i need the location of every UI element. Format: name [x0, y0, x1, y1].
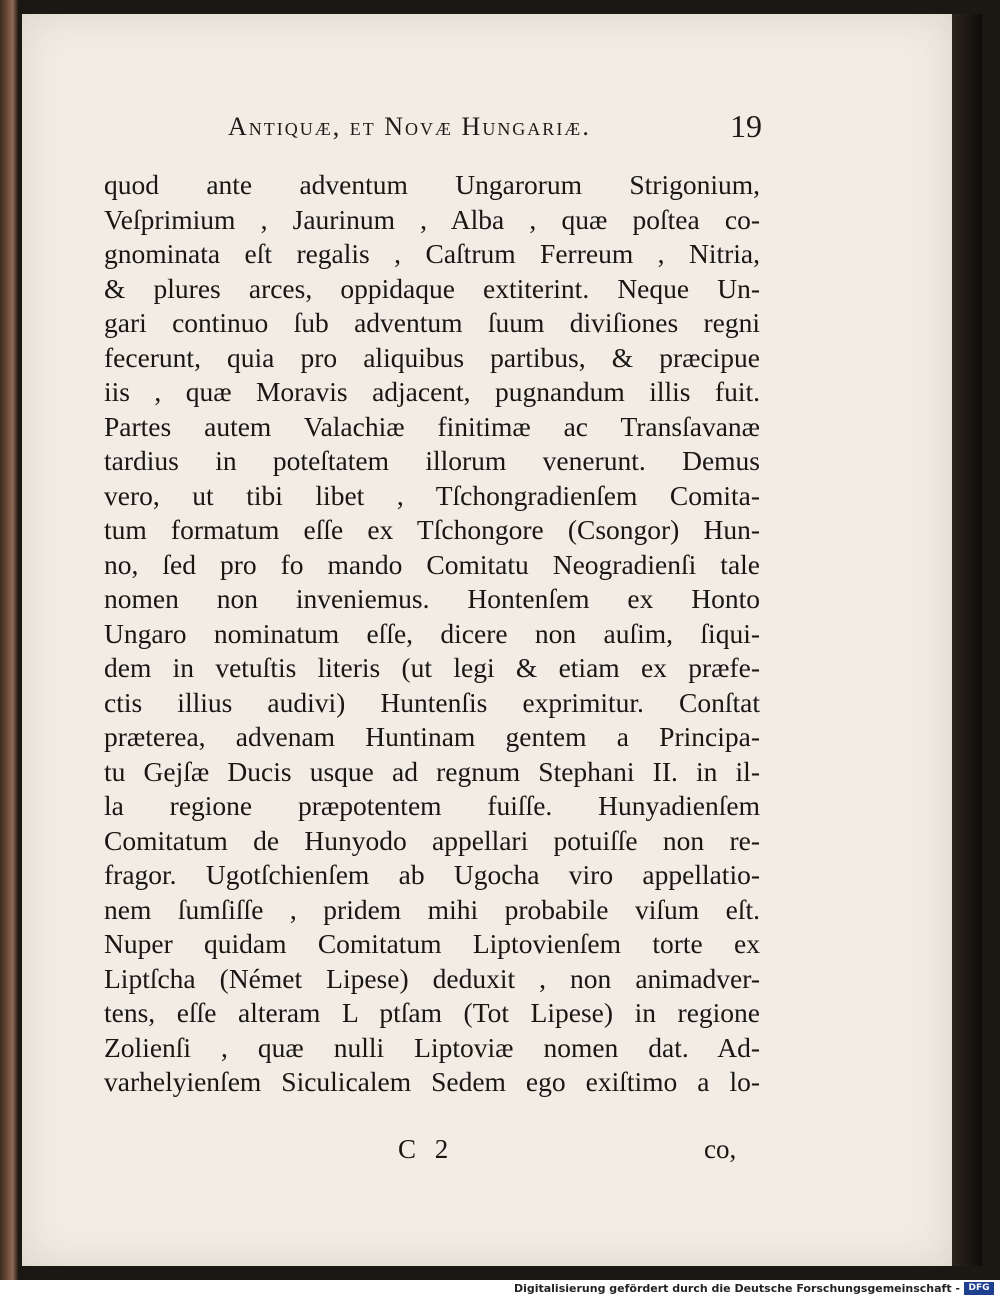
body-text — [104, 168, 760, 1100]
dfg-logo-icon: DFG — [964, 1282, 994, 1295]
text-line: Veſprimium , Jaurinum , Alba , quæ poſtea co- — [104, 203, 760, 235]
catchword: co, — [704, 1134, 737, 1164]
text-line: Ungaro nominatum eſſe, dicere non auſim, ſiqui- — [104, 617, 760, 649]
text-line: vero, ut tibi libet , Tſchongradienſem Comita- — [104, 479, 760, 511]
text-line: quod ante adventum Ungarorum Strigonium, — [104, 169, 760, 200]
text-line: tum formatum eſſe ex Tſchongore (Csongor) Hun- — [104, 514, 760, 545]
text-line: Zolienſi , quæ nulli Liptoviæ nomen dat. Ad- — [104, 1031, 760, 1063]
page-edge-shadow — [952, 14, 982, 1266]
book-binding-edge — [0, 0, 18, 1280]
page-number: 19 — [730, 108, 762, 144]
text-line: ctis illius audivi) Huntenſis exprimitur. Conſtat — [104, 686, 760, 718]
text-line: præterea, advenam Huntinam gentem a Principa- — [104, 721, 760, 752]
signature-line — [0, 1134, 1000, 1174]
text-line: la regione præpotentem fuiſſe. Hunyadienſem — [104, 790, 760, 821]
text-line: Liptſcha (Német Lipese) deduxit , non animadver- — [104, 962, 760, 994]
text-line: tardius in poteſtatem illorum venerunt. Demus — [104, 445, 760, 476]
text-line: nomen non inveniemus. Hontenſem ex Honto — [104, 583, 760, 614]
text-line: no, ſed pro fo mando Comitatu Neogradienſi tale — [104, 548, 760, 580]
text-line: & plures arces, oppidaque extiterint. Neque Un- — [104, 272, 760, 304]
text-line: gnominata eſt regalis , Caſtrum Ferreum , Nitria, — [104, 238, 760, 269]
text-line: dem in vetuſtis literis (ut legi & etiam ex præfe- — [104, 652, 760, 683]
digitization-footer — [0, 1280, 1000, 1298]
text-line: Nuper quidam Comitatum Liptovienſem torte ex — [104, 928, 760, 959]
text-line: gari continuo ſub adventum ſuum diviſiones regni — [104, 307, 760, 338]
running-head — [0, 108, 1000, 152]
text-line: Comitatum de Hunyodo appellari potuiſſe non re- — [104, 824, 760, 856]
funding-credit: Digitalisierung gefördert durch die Deutsche Forschungsgemeinschaft - — [513, 1282, 960, 1295]
text-line: tens, eſſe alteram L ptſam (Tot Lipese) in regione — [104, 997, 760, 1028]
text-line: nem ſumſiſſe , pridem mihi probabile viſum eſt. — [104, 893, 760, 925]
text-line: fecerunt, quia pro aliquibus partibus, & præcipue — [104, 341, 760, 373]
signature-mark: C 2 — [398, 1134, 455, 1164]
text-line: fragor. Ugotſchienſem ab Ugocha viro appellatio- — [104, 859, 760, 890]
text-line: Partes autem Valachiæ finitimæ ac Transſavanæ — [104, 410, 760, 442]
text-line: tu Gejſæ Ducis usque ad regnum Stephani II. in il- — [104, 755, 760, 787]
running-head-title: Antiquæ, et Novæ Hungariæ. — [228, 112, 591, 141]
text-line: iis , quæ Moravis adjacent, pugnandum illis fuit. — [104, 376, 760, 407]
text-line: varhelyienſem Siculicalem Sedem ego exiſtimo a lo- — [104, 1066, 760, 1097]
